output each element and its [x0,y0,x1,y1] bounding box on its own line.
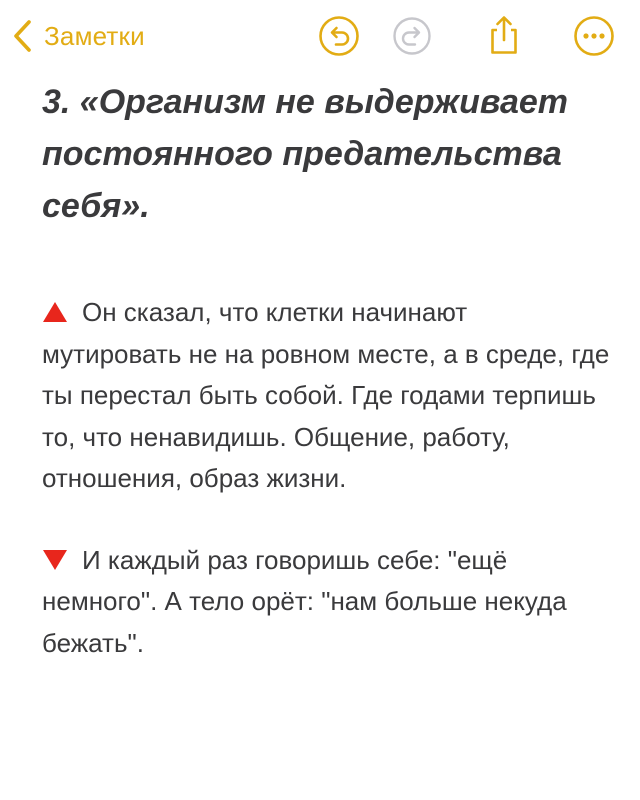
paragraph-text: И каждый раз говоришь себе: "ещё немного". А тело орёт: "нам больше некуда бежать". [42,544,567,658]
red-triangle-up-icon [42,301,68,323]
paragraph-text: Он сказал, что клетки начинают мутировать не на ровном месте, а в среде, где ты перестал быть собой. Где годами терпишь то, что ненавидишь. Общение, работу, отношения, образ жизни. [42,297,610,493]
back-button-label: Заметки [44,20,145,51]
note-paragraph [42,540,612,665]
share-button[interactable] [482,14,526,58]
undo-button[interactable] [317,14,361,58]
redo-button[interactable] [390,14,434,58]
more-button[interactable] [572,14,616,58]
back-button[interactable] [12,16,145,56]
share-icon [482,14,526,58]
note-paragraph [42,292,612,500]
red-triangle-down-icon [42,549,68,571]
note-title: 3. «Организм не выдерживает постоянного предательства себя». [42,83,568,225]
top-toolbar [0,0,640,74]
undo-icon [317,14,361,58]
redo-icon [390,14,434,58]
note-body[interactable] [42,76,612,664]
more-icon [572,14,616,58]
chevron-left-icon [12,19,32,53]
